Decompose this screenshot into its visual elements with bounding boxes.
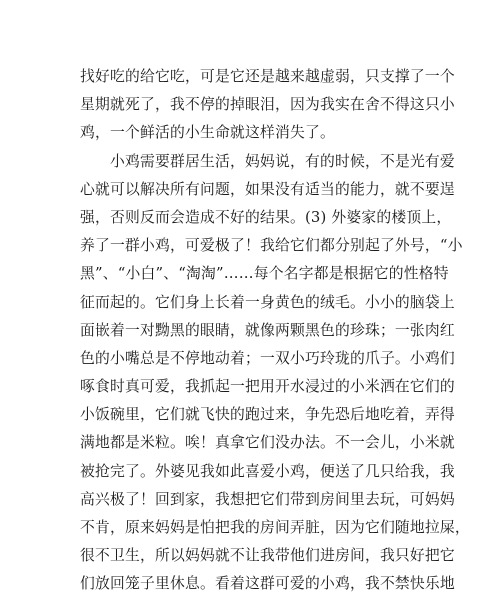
paragraph-start-line: 小鸡需要群居生活，妈妈说，有的时候，不是光有爱 bbox=[110, 152, 455, 170]
text-line: 满地都是米粒。唉！真拿它们没办法。不一会儿，小米就 bbox=[80, 434, 455, 452]
text-line: 找好吃的给它吃，可是它还是越来越虚弱，只支撑了一个 bbox=[80, 68, 455, 85]
text-line: 面嵌着一对黝黑的眼睛，就像两颗黑色的珍珠；一张肉红 bbox=[80, 321, 455, 339]
text-line: 养了一群小鸡，可爱极了！我给它们都分别起了外号，“小 bbox=[80, 237, 463, 255]
text-line: 高兴极了！回到家，我想把它们带到房间里去玩，可妈妈 bbox=[80, 490, 455, 508]
text-line: 鸡，一个鲜活的小生命就这样消失了。 bbox=[80, 124, 335, 142]
text-line: 心就可以解决所有问题，如果没有适当的能力，就不要逞 bbox=[80, 180, 455, 198]
text-line: 们放回笼子里休息。看着这群可爱的小鸡，我不禁快乐地 bbox=[80, 575, 455, 593]
essay-text bbox=[80, 63, 470, 599]
text-line: 征而起的。它们身上长着一身黄色的绒毛。小小的脑袋上 bbox=[80, 293, 455, 311]
text-line: 很不卫生，所以妈妈就不让我带他们进房间，我只好把它 bbox=[80, 547, 455, 565]
text-line: 啄食时真可爱，我抓起一把用开水浸过的小米洒在它们的 bbox=[80, 378, 455, 396]
text-line: 强，否则反而会造成不好的结果。(3) 外婆家的楼顶上， bbox=[80, 208, 452, 226]
text-line: 色的小嘴总是不停地动着；一双小巧玲珑的爪子。小鸡们 bbox=[80, 349, 455, 367]
text-line: 小饭碗里，它们就飞快的跑过来，争先恐后地吃着，弄得 bbox=[80, 406, 455, 424]
text-line: 被抢完了。外婆见我如此喜爱小鸡，便送了几只给我，我 bbox=[80, 462, 455, 480]
text-line: 星期就死了，我不停的掉眼泪，因为我实在舍不得这只小 bbox=[80, 96, 455, 114]
text-line: 黑”、“小白”、“淘淘”……每个名字都是根据它的性格特 bbox=[80, 265, 449, 283]
text-line: 不肯，原来妈妈是怕把我的房间弄脏，因为它们随地拉屎， bbox=[80, 519, 470, 536]
